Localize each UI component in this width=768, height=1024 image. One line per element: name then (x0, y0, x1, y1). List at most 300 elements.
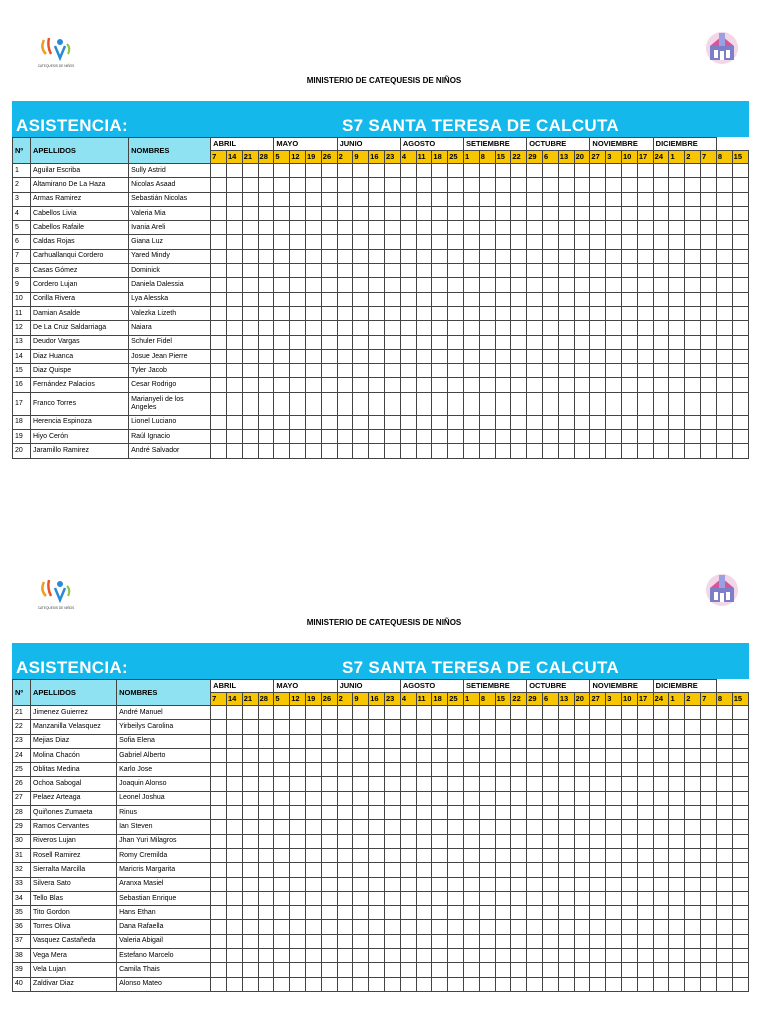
attendance-cell[interactable] (384, 292, 400, 306)
attendance-cell[interactable] (321, 791, 337, 805)
attendance-cell[interactable] (369, 791, 385, 805)
attendance-cell[interactable] (637, 777, 653, 791)
attendance-cell[interactable] (448, 430, 464, 444)
attendance-cell[interactable] (590, 378, 606, 392)
attendance-cell[interactable] (369, 934, 385, 948)
attendance-cell[interactable] (337, 934, 353, 948)
attendance-cell[interactable] (337, 306, 353, 320)
attendance-cell[interactable] (258, 349, 274, 363)
attendance-cell[interactable] (432, 221, 448, 235)
attendance-cell[interactable] (701, 848, 717, 862)
attendance-cell[interactable] (353, 364, 369, 378)
attendance-cell[interactable] (653, 763, 669, 777)
attendance-cell[interactable] (432, 949, 448, 963)
attendance-cell[interactable] (479, 164, 495, 178)
attendance-cell[interactable] (321, 706, 337, 720)
attendance-cell[interactable] (606, 848, 622, 862)
attendance-cell[interactable] (242, 306, 258, 320)
attendance-cell[interactable] (685, 963, 701, 977)
attendance-cell[interactable] (495, 235, 511, 249)
attendance-cell[interactable] (274, 920, 290, 934)
attendance-cell[interactable] (732, 364, 748, 378)
attendance-cell[interactable] (337, 378, 353, 392)
attendance-cell[interactable] (337, 963, 353, 977)
attendance-cell[interactable] (400, 806, 416, 820)
attendance-cell[interactable] (574, 777, 590, 791)
attendance-cell[interactable] (527, 834, 543, 848)
attendance-cell[interactable] (211, 206, 227, 220)
attendance-cell[interactable] (226, 415, 242, 429)
attendance-cell[interactable] (400, 906, 416, 920)
attendance-cell[interactable] (290, 364, 306, 378)
attendance-cell[interactable] (637, 335, 653, 349)
attendance-cell[interactable] (653, 748, 669, 762)
attendance-cell[interactable] (242, 444, 258, 458)
attendance-cell[interactable] (274, 820, 290, 834)
attendance-cell[interactable] (606, 763, 622, 777)
attendance-cell[interactable] (653, 364, 669, 378)
attendance-cell[interactable] (337, 164, 353, 178)
attendance-cell[interactable] (732, 292, 748, 306)
attendance-cell[interactable] (226, 820, 242, 834)
attendance-cell[interactable] (574, 444, 590, 458)
attendance-cell[interactable] (637, 249, 653, 263)
attendance-cell[interactable] (211, 278, 227, 292)
attendance-cell[interactable] (321, 306, 337, 320)
attendance-cell[interactable] (448, 235, 464, 249)
attendance-cell[interactable] (448, 820, 464, 834)
attendance-cell[interactable] (558, 834, 574, 848)
attendance-cell[interactable] (321, 221, 337, 235)
attendance-cell[interactable] (305, 364, 321, 378)
attendance-cell[interactable] (400, 392, 416, 415)
attendance-cell[interactable] (211, 806, 227, 820)
attendance-cell[interactable] (353, 164, 369, 178)
attendance-cell[interactable] (669, 820, 685, 834)
attendance-cell[interactable] (211, 763, 227, 777)
attendance-cell[interactable] (637, 206, 653, 220)
attendance-cell[interactable] (479, 415, 495, 429)
attendance-cell[interactable] (606, 791, 622, 805)
attendance-cell[interactable] (622, 364, 638, 378)
attendance-cell[interactable] (527, 734, 543, 748)
attendance-cell[interactable] (432, 349, 448, 363)
attendance-cell[interactable] (290, 934, 306, 948)
attendance-cell[interactable] (242, 763, 258, 777)
attendance-cell[interactable] (258, 963, 274, 977)
attendance-cell[interactable] (226, 734, 242, 748)
attendance-cell[interactable] (242, 949, 258, 963)
attendance-cell[interactable] (637, 891, 653, 905)
attendance-cell[interactable] (574, 178, 590, 192)
attendance-cell[interactable] (637, 863, 653, 877)
attendance-cell[interactable] (653, 777, 669, 791)
attendance-cell[interactable] (432, 820, 448, 834)
attendance-cell[interactable] (669, 906, 685, 920)
attendance-cell[interactable] (543, 430, 559, 444)
attendance-cell[interactable] (637, 321, 653, 335)
attendance-cell[interactable] (716, 720, 732, 734)
attendance-cell[interactable] (653, 444, 669, 458)
attendance-cell[interactable] (716, 349, 732, 363)
attendance-cell[interactable] (369, 949, 385, 963)
attendance-cell[interactable] (242, 292, 258, 306)
attendance-cell[interactable] (400, 777, 416, 791)
attendance-cell[interactable] (416, 920, 432, 934)
attendance-cell[interactable] (258, 848, 274, 862)
attendance-cell[interactable] (384, 249, 400, 263)
attendance-cell[interactable] (400, 249, 416, 263)
attendance-cell[interactable] (464, 834, 480, 848)
attendance-cell[interactable] (732, 430, 748, 444)
attendance-cell[interactable] (606, 877, 622, 891)
attendance-cell[interactable] (716, 249, 732, 263)
attendance-cell[interactable] (290, 791, 306, 805)
attendance-cell[interactable] (622, 963, 638, 977)
attendance-cell[interactable] (290, 949, 306, 963)
attendance-cell[interactable] (384, 977, 400, 991)
attendance-cell[interactable] (242, 335, 258, 349)
attendance-cell[interactable] (622, 863, 638, 877)
attendance-cell[interactable] (321, 891, 337, 905)
attendance-cell[interactable] (685, 806, 701, 820)
attendance-cell[interactable] (637, 706, 653, 720)
attendance-cell[interactable] (242, 777, 258, 791)
attendance-cell[interactable] (369, 349, 385, 363)
attendance-cell[interactable] (653, 934, 669, 948)
attendance-cell[interactable] (590, 349, 606, 363)
attendance-cell[interactable] (574, 335, 590, 349)
attendance-cell[interactable] (306, 834, 322, 848)
attendance-cell[interactable] (732, 221, 748, 235)
attendance-cell[interactable] (669, 378, 685, 392)
attendance-cell[interactable] (448, 734, 464, 748)
attendance-cell[interactable] (384, 278, 400, 292)
attendance-cell[interactable] (211, 834, 227, 848)
attendance-cell[interactable] (274, 763, 290, 777)
attendance-cell[interactable] (543, 178, 559, 192)
attendance-cell[interactable] (511, 720, 527, 734)
attendance-cell[interactable] (653, 848, 669, 862)
attendance-cell[interactable] (637, 349, 653, 363)
attendance-cell[interactable] (305, 430, 321, 444)
attendance-cell[interactable] (416, 264, 432, 278)
attendance-cell[interactable] (543, 392, 559, 415)
attendance-cell[interactable] (290, 378, 306, 392)
attendance-cell[interactable] (732, 706, 748, 720)
attendance-cell[interactable] (258, 777, 274, 791)
attendance-cell[interactable] (416, 335, 432, 349)
attendance-cell[interactable] (432, 364, 448, 378)
attendance-cell[interactable] (274, 963, 290, 977)
attendance-cell[interactable] (464, 349, 480, 363)
attendance-cell[interactable] (479, 949, 495, 963)
attendance-cell[interactable] (432, 164, 448, 178)
attendance-cell[interactable] (701, 806, 717, 820)
attendance-cell[interactable] (622, 192, 638, 206)
attendance-cell[interactable] (511, 806, 527, 820)
attendance-cell[interactable] (274, 777, 290, 791)
attendance-cell[interactable] (290, 292, 306, 306)
attendance-cell[interactable] (574, 977, 590, 991)
attendance-cell[interactable] (400, 877, 416, 891)
attendance-cell[interactable] (211, 192, 227, 206)
attendance-cell[interactable] (637, 192, 653, 206)
attendance-cell[interactable] (337, 249, 353, 263)
attendance-cell[interactable] (242, 920, 258, 934)
attendance-cell[interactable] (274, 748, 290, 762)
attendance-cell[interactable] (669, 706, 685, 720)
attendance-cell[interactable] (716, 221, 732, 235)
attendance-cell[interactable] (511, 748, 527, 762)
attendance-cell[interactable] (558, 430, 574, 444)
attendance-cell[interactable] (369, 763, 385, 777)
attendance-cell[interactable] (448, 963, 464, 977)
attendance-cell[interactable] (384, 720, 400, 734)
attendance-cell[interactable] (590, 206, 606, 220)
attendance-cell[interactable] (543, 963, 559, 977)
attendance-cell[interactable] (337, 444, 353, 458)
attendance-cell[interactable] (701, 748, 717, 762)
attendance-cell[interactable] (558, 891, 574, 905)
attendance-cell[interactable] (416, 806, 432, 820)
attendance-cell[interactable] (511, 349, 527, 363)
attendance-cell[interactable] (637, 791, 653, 805)
attendance-cell[interactable] (669, 720, 685, 734)
attendance-cell[interactable] (685, 949, 701, 963)
attendance-cell[interactable] (637, 378, 653, 392)
attendance-cell[interactable] (432, 834, 448, 848)
attendance-cell[interactable] (701, 335, 717, 349)
attendance-cell[interactable] (369, 891, 385, 905)
attendance-cell[interactable] (321, 763, 337, 777)
attendance-cell[interactable] (400, 949, 416, 963)
attendance-cell[interactable] (527, 221, 543, 235)
attendance-cell[interactable] (448, 777, 464, 791)
attendance-cell[interactable] (384, 706, 400, 720)
attendance-cell[interactable] (479, 430, 495, 444)
attendance-cell[interactable] (716, 820, 732, 834)
attendance-cell[interactable] (400, 848, 416, 862)
attendance-cell[interactable] (622, 949, 638, 963)
attendance-cell[interactable] (495, 806, 511, 820)
attendance-cell[interactable] (242, 791, 258, 805)
attendance-cell[interactable] (400, 977, 416, 991)
attendance-cell[interactable] (384, 777, 400, 791)
attendance-cell[interactable] (527, 877, 543, 891)
attendance-cell[interactable] (448, 906, 464, 920)
attendance-cell[interactable] (242, 235, 258, 249)
attendance-cell[interactable] (527, 192, 543, 206)
attendance-cell[interactable] (290, 392, 306, 415)
attendance-cell[interactable] (527, 977, 543, 991)
attendance-cell[interactable] (637, 877, 653, 891)
attendance-cell[interactable] (622, 877, 638, 891)
attendance-cell[interactable] (527, 848, 543, 862)
attendance-cell[interactable] (337, 720, 353, 734)
attendance-cell[interactable] (716, 264, 732, 278)
attendance-cell[interactable] (606, 920, 622, 934)
attendance-cell[interactable] (701, 278, 717, 292)
attendance-cell[interactable] (701, 206, 717, 220)
attendance-cell[interactable] (716, 763, 732, 777)
attendance-cell[interactable] (416, 720, 432, 734)
attendance-cell[interactable] (464, 706, 480, 720)
attendance-cell[interactable] (384, 264, 400, 278)
attendance-cell[interactable] (369, 235, 385, 249)
attendance-cell[interactable] (574, 249, 590, 263)
attendance-cell[interactable] (574, 748, 590, 762)
attendance-cell[interactable] (305, 444, 321, 458)
attendance-cell[interactable] (464, 278, 480, 292)
attendance-cell[interactable] (211, 292, 227, 306)
attendance-cell[interactable] (242, 392, 258, 415)
attendance-cell[interactable] (479, 178, 495, 192)
attendance-cell[interactable] (527, 278, 543, 292)
attendance-cell[interactable] (464, 321, 480, 335)
attendance-cell[interactable] (274, 364, 290, 378)
attendance-cell[interactable] (416, 306, 432, 320)
attendance-cell[interactable] (716, 848, 732, 862)
attendance-cell[interactable] (416, 877, 432, 891)
attendance-cell[interactable] (211, 221, 227, 235)
attendance-cell[interactable] (258, 806, 274, 820)
attendance-cell[interactable] (653, 349, 669, 363)
attendance-cell[interactable] (384, 164, 400, 178)
attendance-cell[interactable] (290, 349, 306, 363)
attendance-cell[interactable] (637, 392, 653, 415)
attendance-cell[interactable] (527, 249, 543, 263)
attendance-cell[interactable] (590, 949, 606, 963)
attendance-cell[interactable] (543, 306, 559, 320)
attendance-cell[interactable] (685, 415, 701, 429)
attendance-cell[interactable] (242, 364, 258, 378)
attendance-cell[interactable] (353, 206, 369, 220)
attendance-cell[interactable] (464, 820, 480, 834)
attendance-cell[interactable] (211, 249, 227, 263)
attendance-cell[interactable] (669, 278, 685, 292)
attendance-cell[interactable] (701, 720, 717, 734)
attendance-cell[interactable] (701, 763, 717, 777)
attendance-cell[interactable] (732, 349, 748, 363)
attendance-cell[interactable] (384, 949, 400, 963)
attendance-cell[interactable] (464, 392, 480, 415)
attendance-cell[interactable] (716, 734, 732, 748)
attendance-cell[interactable] (353, 949, 369, 963)
attendance-cell[interactable] (669, 415, 685, 429)
attendance-cell[interactable] (369, 264, 385, 278)
attendance-cell[interactable] (321, 720, 337, 734)
attendance-cell[interactable] (574, 278, 590, 292)
attendance-cell[interactable] (495, 415, 511, 429)
attendance-cell[interactable] (448, 364, 464, 378)
attendance-cell[interactable] (353, 415, 369, 429)
attendance-cell[interactable] (685, 920, 701, 934)
attendance-cell[interactable] (464, 877, 480, 891)
attendance-cell[interactable] (732, 848, 748, 862)
attendance-cell[interactable] (242, 748, 258, 762)
attendance-cell[interactable] (464, 920, 480, 934)
attendance-cell[interactable] (242, 863, 258, 877)
attendance-cell[interactable] (242, 734, 258, 748)
attendance-cell[interactable] (685, 820, 701, 834)
attendance-cell[interactable] (543, 444, 559, 458)
attendance-cell[interactable] (558, 206, 574, 220)
attendance-cell[interactable] (400, 706, 416, 720)
attendance-cell[interactable] (448, 834, 464, 848)
attendance-cell[interactable] (574, 834, 590, 848)
attendance-cell[interactable] (606, 306, 622, 320)
attendance-cell[interactable] (511, 977, 527, 991)
attendance-cell[interactable] (716, 891, 732, 905)
attendance-cell[interactable] (290, 430, 306, 444)
attendance-cell[interactable] (653, 278, 669, 292)
attendance-cell[interactable] (416, 834, 432, 848)
attendance-cell[interactable] (274, 321, 290, 335)
attendance-cell[interactable] (321, 977, 337, 991)
attendance-cell[interactable] (558, 249, 574, 263)
attendance-cell[interactable] (353, 249, 369, 263)
attendance-cell[interactable] (305, 335, 321, 349)
attendance-cell[interactable] (258, 278, 274, 292)
attendance-cell[interactable] (543, 777, 559, 791)
attendance-cell[interactable] (527, 321, 543, 335)
attendance-cell[interactable] (558, 178, 574, 192)
attendance-cell[interactable] (606, 820, 622, 834)
attendance-cell[interactable] (432, 920, 448, 934)
attendance-cell[interactable] (211, 235, 227, 249)
attendance-cell[interactable] (685, 891, 701, 905)
attendance-cell[interactable] (637, 763, 653, 777)
attendance-cell[interactable] (558, 306, 574, 320)
attendance-cell[interactable] (242, 906, 258, 920)
attendance-cell[interactable] (479, 763, 495, 777)
attendance-cell[interactable] (590, 292, 606, 306)
attendance-cell[interactable] (495, 748, 511, 762)
attendance-cell[interactable] (274, 335, 290, 349)
attendance-cell[interactable] (479, 877, 495, 891)
attendance-cell[interactable] (653, 706, 669, 720)
attendance-cell[interactable] (337, 806, 353, 820)
attendance-cell[interactable] (732, 378, 748, 392)
attendance-cell[interactable] (495, 264, 511, 278)
attendance-cell[interactable] (400, 264, 416, 278)
attendance-cell[interactable] (274, 848, 290, 862)
attendance-cell[interactable] (716, 164, 732, 178)
attendance-cell[interactable] (622, 378, 638, 392)
attendance-cell[interactable] (685, 335, 701, 349)
attendance-cell[interactable] (543, 264, 559, 278)
attendance-cell[interactable] (353, 863, 369, 877)
attendance-cell[interactable] (574, 920, 590, 934)
attendance-cell[interactable] (305, 192, 321, 206)
attendance-cell[interactable] (464, 806, 480, 820)
attendance-cell[interactable] (306, 820, 322, 834)
attendance-cell[interactable] (606, 748, 622, 762)
attendance-cell[interactable] (622, 178, 638, 192)
attendance-cell[interactable] (732, 777, 748, 791)
attendance-cell[interactable] (448, 949, 464, 963)
attendance-cell[interactable] (464, 748, 480, 762)
attendance-cell[interactable] (622, 706, 638, 720)
attendance-cell[interactable] (479, 963, 495, 977)
attendance-cell[interactable] (701, 164, 717, 178)
attendance-cell[interactable] (464, 415, 480, 429)
attendance-cell[interactable] (353, 877, 369, 891)
attendance-cell[interactable] (511, 206, 527, 220)
attendance-cell[interactable] (353, 221, 369, 235)
attendance-cell[interactable] (337, 264, 353, 278)
